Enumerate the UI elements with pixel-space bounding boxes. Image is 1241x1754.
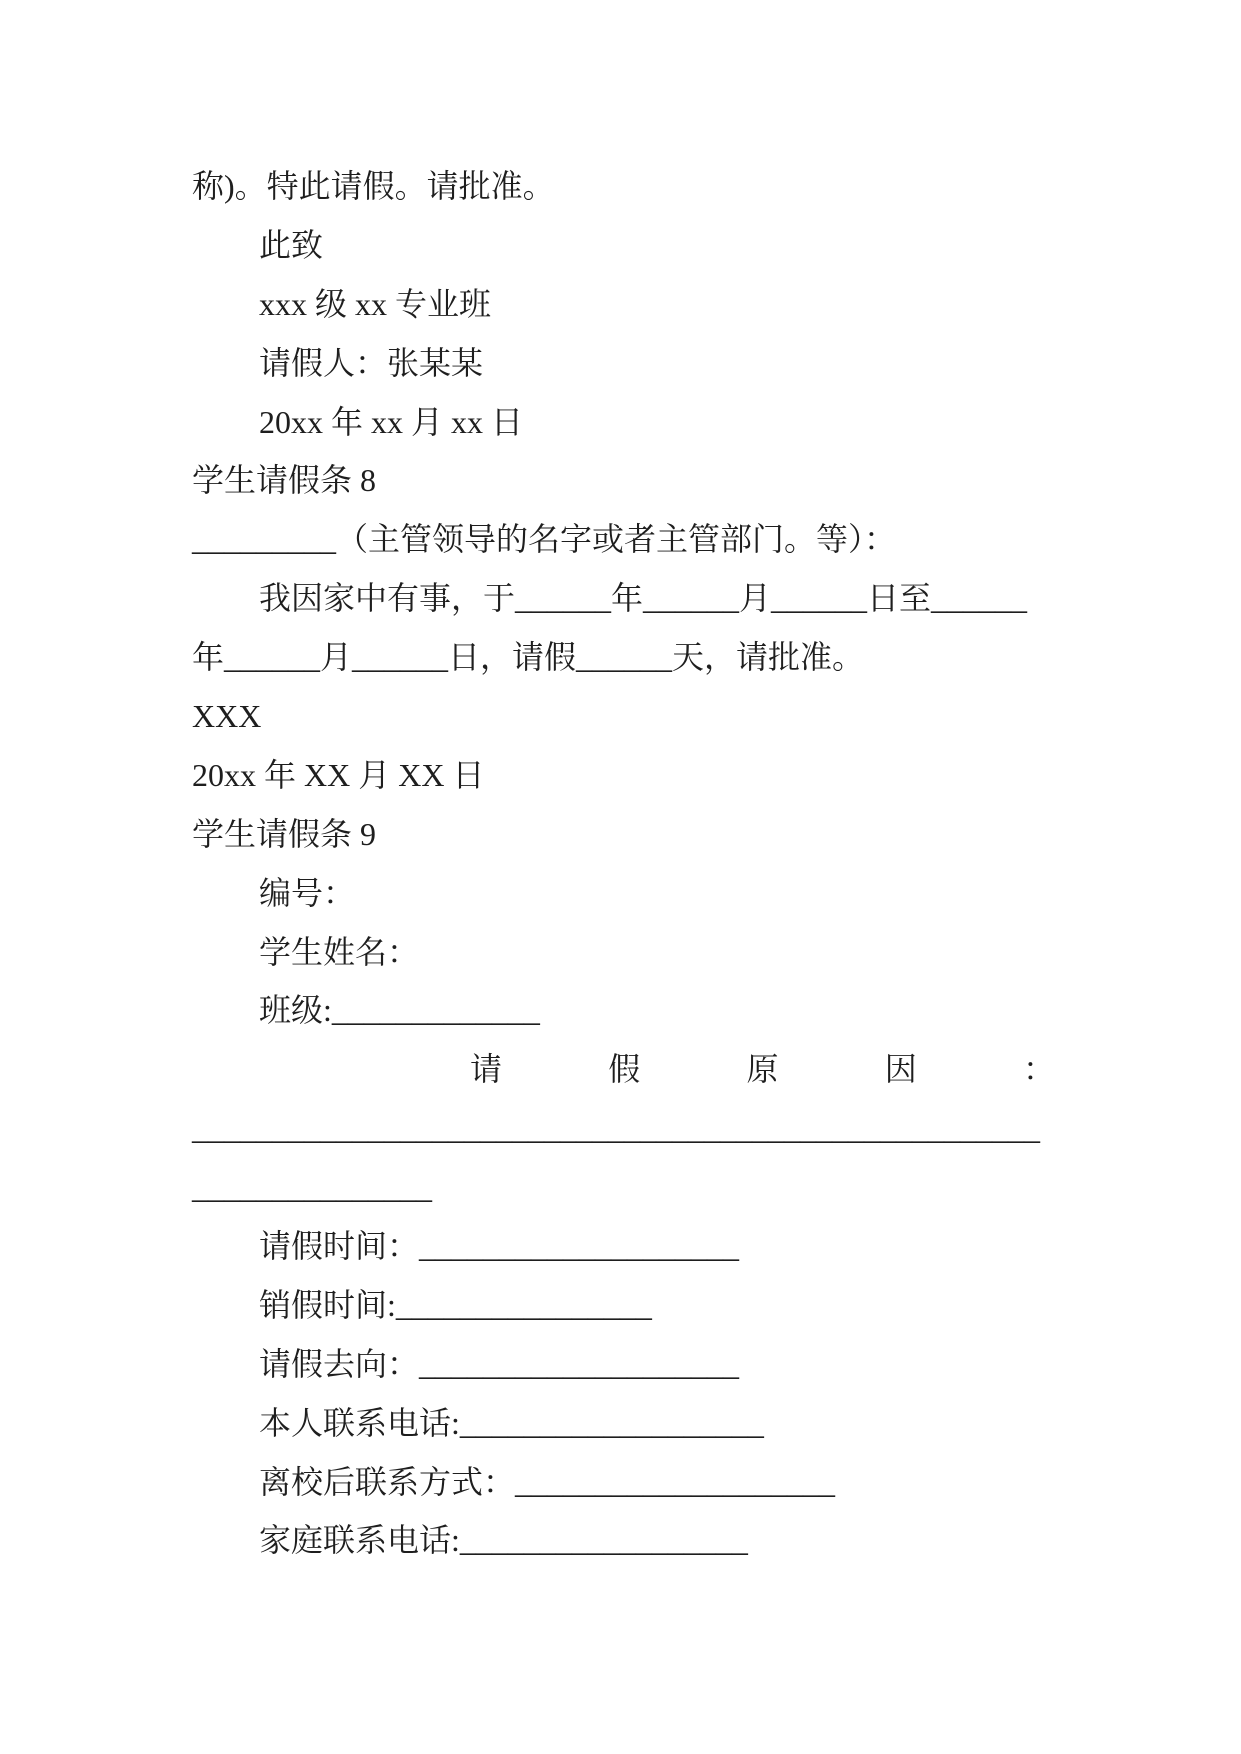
note-8-body-line-2: 年______月______日，请假______天，请批准。	[192, 639, 865, 676]
leave-time-label: 请假时间：	[259, 1228, 420, 1265]
class-blank: _____________	[331, 992, 540, 1029]
note-8-body-line-1: 我因家中有事，于______年______月______日至______	[259, 580, 1028, 617]
note-8-signature: XXX	[192, 698, 262, 735]
return-time-blank: ________________	[395, 1286, 652, 1323]
own-phone-label: 本人联系电话:	[259, 1404, 460, 1441]
own-phone-field	[192, 1394, 1092, 1453]
note-9-title: 学生请假条 9	[192, 815, 377, 852]
reason-label	[470, 1040, 1055, 1099]
class-label: 班级:	[259, 992, 332, 1029]
addressee-text: （主管领导的名字或者主管部门。等）：	[336, 521, 897, 558]
requester: 请假人：张某某	[259, 344, 484, 381]
family-phone-field	[192, 1511, 1092, 1570]
note-8-date: 20xx 年 XX 月 XX 日	[192, 756, 485, 793]
reason-blank-2: _______________	[192, 1169, 432, 1206]
note-8-title: 学生请假条 8	[192, 462, 377, 499]
note-8-addressee	[192, 510, 1092, 569]
family-phone-blank: __________________	[459, 1522, 748, 1559]
destination-label: 请假去向：	[259, 1345, 420, 1382]
reason-label-char: 请	[470, 1051, 503, 1088]
reason-label-char: 假	[608, 1051, 641, 1088]
contact-after-leaving-field	[192, 1453, 1092, 1512]
contact-after-leaving-label: 离校后联系方式：	[259, 1463, 516, 1500]
closing-text: 称)。特此请假。请批准。	[192, 168, 555, 204]
return-time-label: 销假时间:	[259, 1286, 396, 1323]
reason-label-char: 因	[884, 1051, 917, 1088]
number-label: 编号：	[259, 874, 356, 911]
reason-blank-1: _____________________________________________________	[192, 1110, 1040, 1147]
leave-time-field	[192, 1217, 1092, 1276]
leave-time-blank: ____________________	[419, 1228, 740, 1265]
document-body	[192, 157, 1092, 1570]
salutation: 此致	[259, 226, 324, 263]
family-phone-label: 家庭联系电话:	[259, 1522, 460, 1559]
reason-label-char: 原	[746, 1051, 779, 1088]
destination-field	[192, 1335, 1092, 1394]
note-date: 20xx 年 xx 月 xx 日	[259, 403, 524, 440]
class-field	[192, 981, 1092, 1040]
reason-label-char: ：	[1022, 1051, 1055, 1088]
student-name-label: 学生姓名：	[259, 933, 420, 970]
destination-blank: ____________________	[419, 1345, 740, 1382]
return-time-field	[192, 1276, 1092, 1335]
contact-after-leaving-blank: ____________________	[515, 1463, 836, 1500]
class-name: xxx 级 xx 专业班	[259, 285, 492, 322]
addressee-blank: _________	[192, 521, 336, 558]
own-phone-blank: ___________________	[459, 1404, 764, 1441]
